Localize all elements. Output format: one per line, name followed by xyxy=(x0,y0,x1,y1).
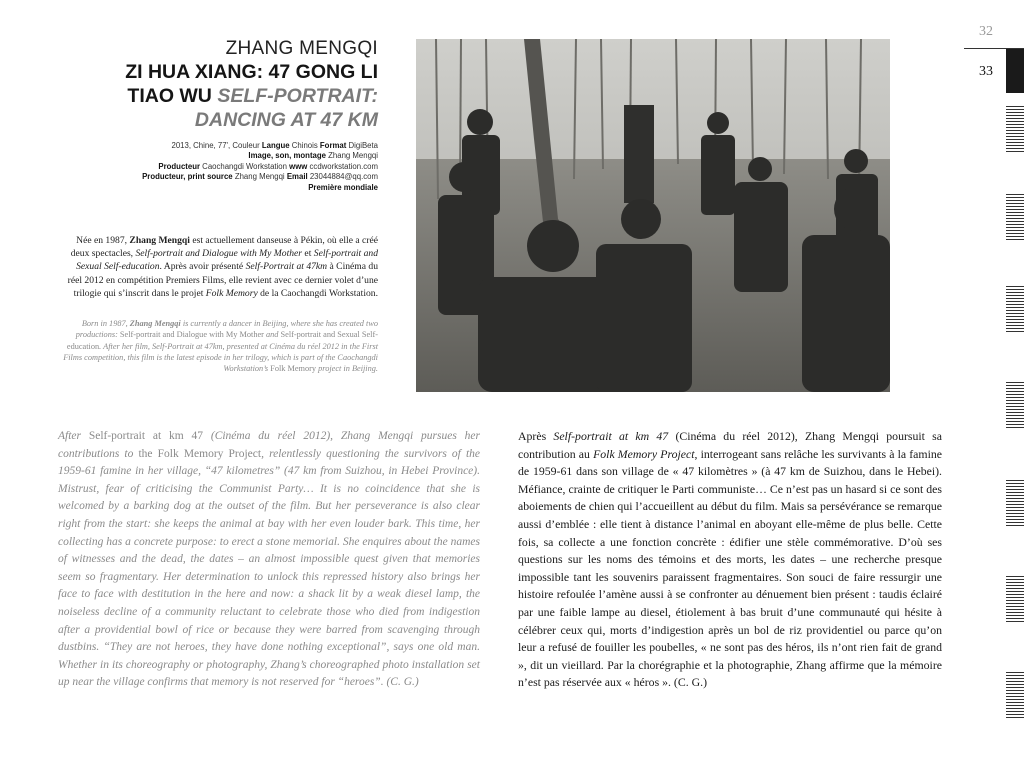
section-tab-stripes xyxy=(1006,382,1024,428)
credits-line-3: Producteur Caochangdi Workstation www ccdworkstation.com xyxy=(158,161,378,171)
film-title xyxy=(60,60,378,132)
article-english: After Self-portrait at km 47 (Cinéma du réel 2012), Zhang Mengqi pursues her contributions to the Folk Memory Project, relentlessly questioning the survivors of the 1959-61 famine in her village, “47 kilometres” (47 km from Suizhou, in Hebei Province). Mistrust, fear of criticising the Communist Party… It is no coincidence that she is welcomed by a barking dog at the outset of the film. But her perseverance is also clear right from the start: she keeps the animal at bay with her even louder bark. This time, her collecting has a concrete purpose: to erect a stone memorial. She enquires about the names of witnesses and the dead, the dates – an almost impossible quest given that memories seem so fragmentary. Her determination to unlock this repressed history also brings her face to face with destitution in the here and now: a shack lit by a weak diesel lamp, the noiseless decline of a community reluctant to celebrate those who died from indigestion after a providential bowl of rice or because they were barred from scavenging through dustbins. “They are not heroes, they have done nothing exceptional”, says one old man. Whether in its choreography or photography, Zhang’s choreographed photo installation set up near the village confirms that memory is not reserved for “heroes”. (C. G.) xyxy=(58,430,480,689)
film-credits xyxy=(60,141,378,193)
title-en-inline: SELF-PORTRAIT: xyxy=(217,85,378,107)
credits-line-1: 2013, Chine, 77', Couleur Langue Chinois Format DigiBeta xyxy=(171,141,378,150)
credits-line-5: Première mondiale xyxy=(308,182,378,192)
article-french: Après Self-portrait at km 47 (Cinéma du réel 2012), Zhang Mengqi poursuit sa contribution au Folk Memory Project, interrogeant sans relâche les survivants à la famine de 1959-61 dans son village de « 47 kilomètres » (à 47 km de Suizhou, dans le Hebei). Méfiance, crainte de critiquer le Parti communiste… Ce n’est pas un hasard si ce sont des aboiements de chien qui l’accueillent au début du film. Mais sa persévérance se remarque aussi d’emblée : elle tient à distance l’animal en aboyant elle-même de plus belle. Cette fois, sa collecte a une fonction concrète : édifier une stèle commémorative. D’où ses questions sur les noms des témoins et des morts, les dates – une recherche presque impossible tant les souvenirs paraissent fragmentaires. Son souci de faire ressurgir une histoire refoulée l’amène aussi à se confronter au dénuement bien présent : taudis éclairé par une faible lampe au diesel, étiolement à bas bruit d’une communauté qui hésite à célébrer ceux qui, morts d’indigestion après un bol de riz providentiel ou parce qu’on leur a refusé de fouiller les poubelles, « ne sont pas des héros, ils n’ont rien fait de grand », dit un vieillard. Par la chorégraphie et la photographie, Zhang affirme que la mémoire n’est pas réservée aux « héros ». (C. G.) xyxy=(518,429,943,690)
section-tab-active xyxy=(1006,49,1024,93)
credits-line-2: Image, son, montage Zhang Mengqi xyxy=(248,151,378,161)
section-tab-stripes xyxy=(1006,286,1024,332)
section-tab-stripes xyxy=(1006,106,1024,152)
section-tab-stripes xyxy=(1006,576,1024,622)
title-line-2-text: TIAO WU xyxy=(127,85,218,107)
section-tab-stripes xyxy=(1006,480,1024,526)
bio-french: Née en 1987, Zhang Mengqi est actuellement danseuse à Pékin, où elle a créé deux spectacles, Self-portrait and Dialogue with My Mother et Self-portrait and Sexual Self-education. Après avoir présenté Self-Portrait at 47km à Cinéma du réel 2012 en compétition Premiers Films, elle revient avec ce dernier volet d’une trilogie qui s’inscrit dans le projet Folk Memory de la Caochangdi Workstation. xyxy=(67,235,378,299)
title-line-2 xyxy=(60,84,378,108)
title-line-3: DANCING AT 47 KM xyxy=(194,109,378,131)
bio-english: Born in 1987, Zhang Mengqi is currently a dancer in Beijing, where she has created two productions: Self-portrait and Dialogue with My Mother and Self-portrait and Sexual Self-education. After her film, Self-Portrait at 47km, presented at Cinéma du réel 2012 in the First Films competition, this film is the latest episode in her trilogy, which is part of the Caochangdi Workstation’s Folk Memory project in Beijing. xyxy=(63,319,378,374)
film-still-photo xyxy=(416,39,890,392)
page-number-previous: 32 xyxy=(979,24,993,39)
section-tab-stripes xyxy=(1006,672,1024,718)
title-line-1: ZI HUA XIANG: 47 GONG LI xyxy=(125,61,378,83)
credits-line-4: Producteur, print source Zhang Mengqi Email 23044884@qq.com xyxy=(142,172,378,182)
page-number-current: 33 xyxy=(979,64,993,79)
film-header xyxy=(60,38,378,132)
section-tab-stripes xyxy=(1006,194,1024,240)
director-name: ZHANG MENGQI xyxy=(225,38,378,59)
film-still-icon xyxy=(416,39,890,392)
